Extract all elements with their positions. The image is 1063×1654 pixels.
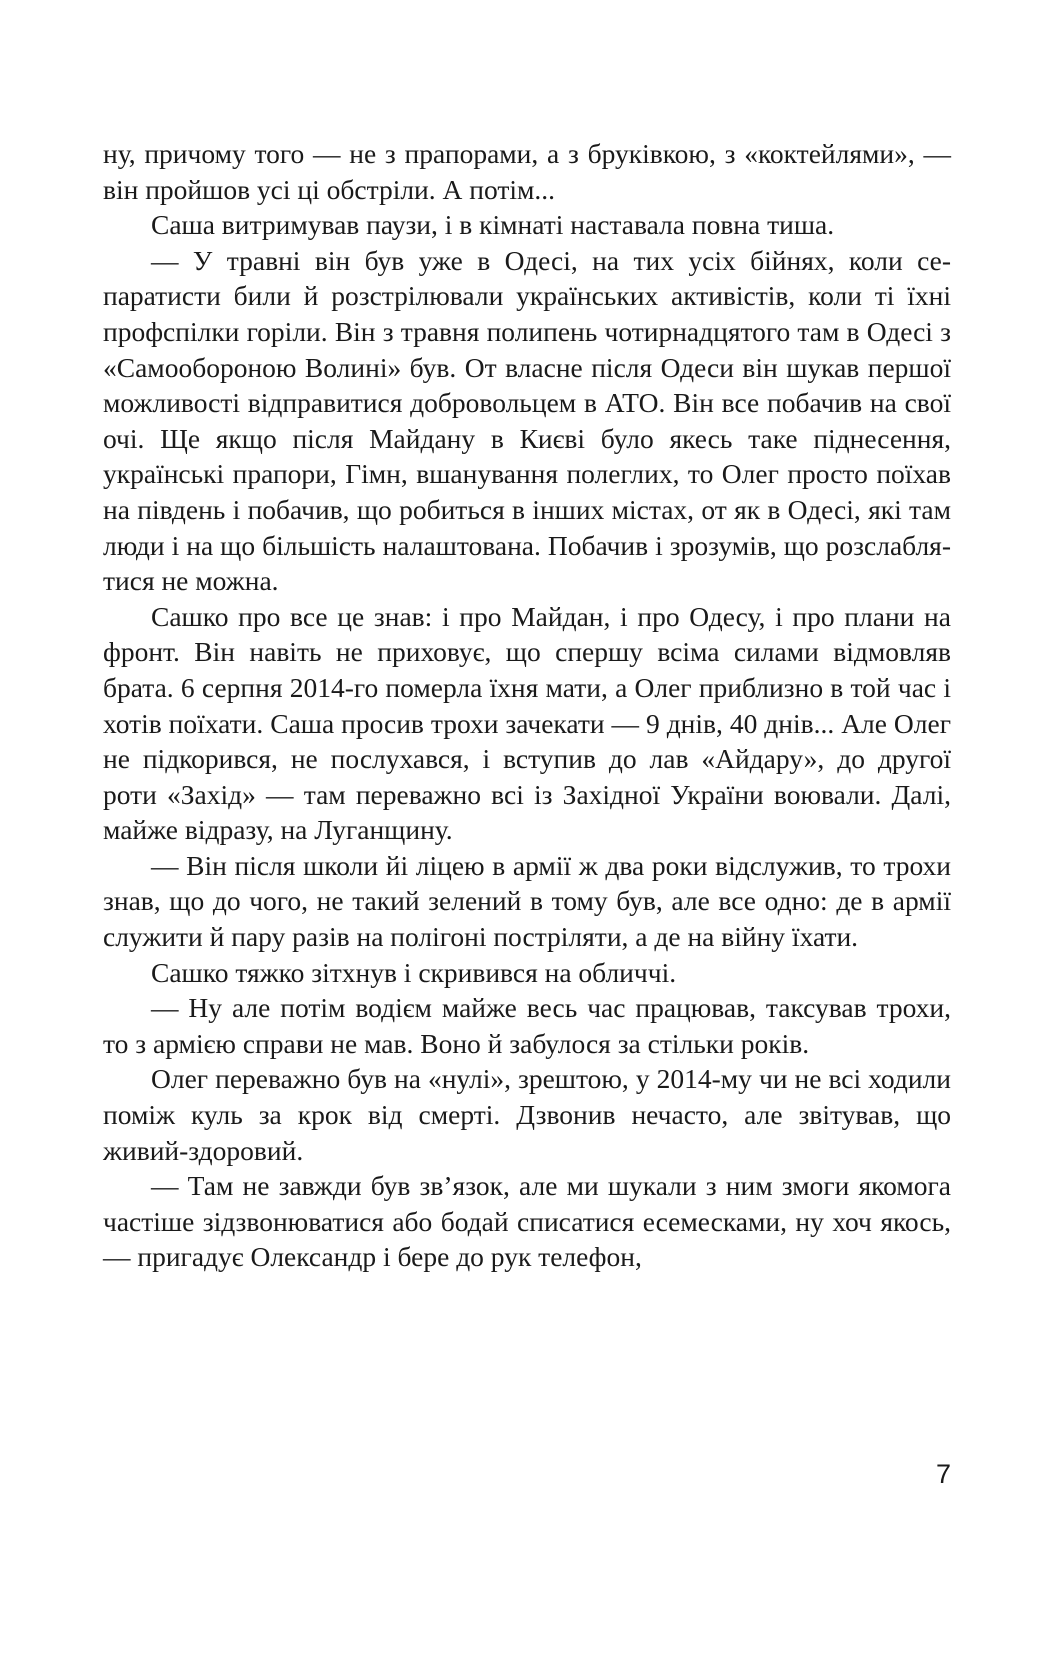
paragraph: ну, причому того — не з прапорами, а з бруківкою, з «коктейлями», — він пройшов усі ці обстріли. А потім... [103,138,951,205]
paragraph: Сашко про все це знав: і про Майдан, і про Одесу, і про плани на фронт. Він навіть не приховує, що спершу всіма силами відмовляв брата. 6 серпня 2014-го померла їхня мати, а Олег приблизно в той час і хотів поїхати. Саша просив трохи зачекати — 9 днів, 40 днів... Але Олег не підкорився, не послухався, і вступив до лав «Айдару», до другої роти «Захід» — там переважно всі із Західної України воювали. Далі, майже відразу, на Луганщину. [103,600,951,846]
paragraph: — Ну але потім водієм майже весь час працював, таксував трохи, то з армією справи не мав. Воно й забулося за стільки років. [103,992,951,1059]
paragraph: — Він після школи йі ліцею в армії ж два роки відслужив, то трохи знав, що до чого, не такий зелений в тому був, але все одно: де в армії служити й пару разів на полігоні постріляти, а де на війну їхати. [103,849,951,953]
page-number: 7 [935,1459,951,1489]
paragraph: — Там не завжди був зв’язок, але ми шукали з ним змоги якомога частіше зідзвонюватися або бодай списатися есемесками, ну хоч якось, — пригадує Олександр і бере до рук телефон, [103,1170,951,1273]
paragraph: Сашко тяжко зітхнув і скривився на обличчі. [151,956,677,988]
paragraph: Олег переважно був на «нулі», зрештою, у 2014-му чи не всі ходили поміж куль за крок від смерті. Дзвонив нечасто, але звітував, що живий-здоровий. [103,1063,951,1166]
body-text [103,136,951,1275]
paragraph: — У травні він був уже в Одесі, на тих усіх бійнях, коли сепаратисти били й розстрілювали українських активістів, коли ті їхні профспілки горіли. Він з травня полипень чотирнадцятого там в Одесі з «Самообороною Волині» був. От власне після Одеси він шукав першої можливості відправитися добровольцем в АТО. Він все побачив на свої очі. Ще якщо після Майдану в Києві було якесь таке піднесення, українські прапори, Гімн, вшанування полеглих, то Олег просто поїхав на південь і побачив, що робиться в інших містах, от як в Одесі, які там люди і на що більшість налаштована. Побачив і зрозумів, що розслаблятися не можна. [103,244,951,597]
paragraph: Саша витримував паузи, і в кімнаті наставала повна тиша. [151,209,835,241]
